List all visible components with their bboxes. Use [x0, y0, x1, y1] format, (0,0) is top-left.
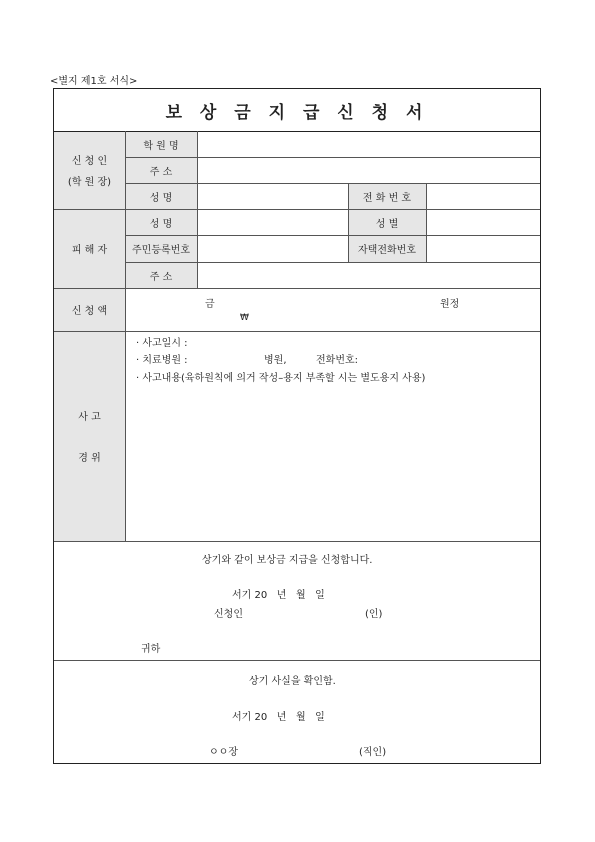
request-applicant-label: 신청인	[214, 609, 243, 620]
applicant-name-label: 성 명	[125, 183, 197, 209]
amount-label: 신 청 액	[54, 288, 125, 331]
applicant-section-subtitle: (학 원 장)	[67, 177, 112, 188]
confirm-seal: (직인)	[359, 747, 387, 758]
incident-label-top: 사 고	[78, 412, 101, 423]
victim-address-field[interactable]	[197, 262, 540, 288]
applicant-address-label: 주 소	[125, 157, 197, 183]
victim-rrn-field[interactable]	[197, 235, 348, 262]
incident-label	[54, 331, 125, 541]
confirm-official: ㅇㅇ장	[209, 747, 238, 758]
academy-name-field[interactable]	[197, 131, 540, 157]
divider	[125, 157, 540, 158]
amount-field[interactable]	[125, 288, 540, 331]
incident-hospital-suffix: 병원,	[264, 355, 287, 366]
form-caption: <별지 제1호 서식>	[50, 76, 138, 87]
victim-name-field[interactable]	[197, 209, 348, 235]
amount-won-suffix: 원정	[440, 299, 460, 310]
confirm-sentence: 상기 사실을 확인함.	[249, 676, 336, 687]
academy-name-label: 학 원 명	[125, 131, 197, 157]
divider	[125, 235, 540, 236]
amount-won-symbol: ₩	[240, 313, 249, 323]
divider	[54, 660, 540, 661]
column-divider	[348, 183, 349, 262]
victim-name-label: 성 명	[125, 209, 197, 235]
request-date: 서기 20 년 월 일	[232, 590, 325, 601]
victim-gender-field[interactable]	[426, 209, 540, 235]
incident-label-bottom: 경 위	[78, 453, 101, 464]
incident-description-field[interactable]	[125, 389, 540, 539]
divider	[125, 183, 540, 184]
divider	[125, 262, 540, 263]
incident-details: · 사고내용(육하원칙에 의거 작성–용지 부족할 시는 별도용지 사용)	[136, 373, 426, 384]
applicant-phone-field[interactable]	[426, 183, 540, 209]
form-title: 보 상 금 지 급 신 청 서	[165, 102, 429, 123]
victim-gender-label: 성 별	[348, 209, 426, 235]
victim-address-label: 주 소	[125, 262, 197, 288]
confirm-date: 서기 20 년 월 일	[232, 712, 325, 723]
victim-home-phone-label: 자택전화번호	[348, 235, 426, 262]
column-divider	[125, 131, 126, 541]
applicant-address-field[interactable]	[197, 157, 540, 183]
amount-geum: 금	[205, 299, 215, 310]
incident-hospital: · 치료병원 :	[136, 355, 188, 366]
request-seal: (인)	[365, 609, 383, 620]
incident-hospital-phone: 전화번호:	[316, 355, 359, 366]
divider	[54, 288, 540, 289]
applicant-section-label	[54, 131, 125, 209]
victim-home-phone-field[interactable]	[426, 235, 540, 262]
incident-datetime: · 사고일시 :	[136, 338, 188, 349]
divider	[54, 331, 540, 332]
request-sentence: 상기와 같이 보상금 지급을 신청합니다.	[202, 555, 373, 566]
divider-title	[54, 131, 540, 132]
divider	[54, 209, 540, 210]
applicant-name-field[interactable]	[197, 183, 348, 209]
request-addressee: 귀하	[141, 644, 161, 655]
column-divider	[197, 131, 198, 288]
compensation-application-form	[53, 88, 541, 764]
divider	[54, 541, 540, 542]
applicant-section-title: 신 청 인	[71, 156, 108, 167]
victim-section-label: 피 해 자	[54, 209, 125, 288]
victim-rrn-label: 주민등록번호	[125, 235, 197, 262]
applicant-phone-label: 전 화 번 호	[348, 183, 426, 209]
column-divider	[426, 183, 427, 262]
